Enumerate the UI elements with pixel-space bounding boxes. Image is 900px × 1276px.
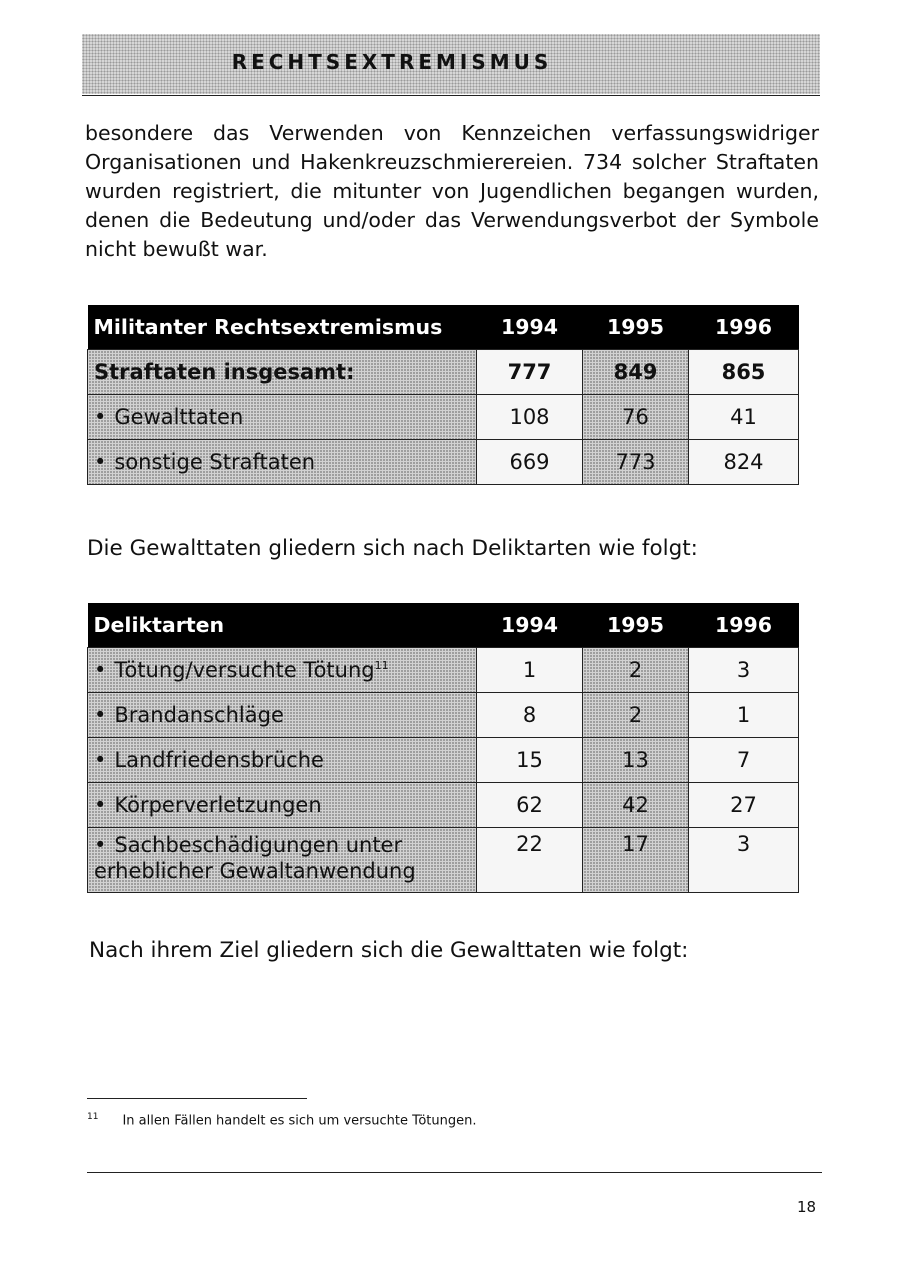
cell-value: 76 (583, 395, 689, 440)
cell-value: 13 (583, 738, 689, 783)
cell-value: 8 (477, 693, 583, 738)
cell-value: 22 (477, 828, 583, 893)
cell-value: 824 (689, 440, 799, 485)
cell-value: 27 (689, 783, 799, 828)
footnote-text: In allen Fällen handelt es sich um versuchte Tötungen. (122, 1113, 477, 1129)
table-header-cell: 1996 (689, 603, 799, 648)
table-header-row (88, 305, 799, 350)
bullet-glyph: • (94, 833, 107, 857)
cell-value: 865 (689, 350, 799, 395)
cell-value: 108 (477, 395, 583, 440)
cell-value: 2 (583, 693, 689, 738)
bullet-glyph: • (94, 793, 107, 817)
cell-value: 777 (477, 350, 583, 395)
page-number: 18 (797, 1198, 817, 1216)
cell-value: 7 (689, 738, 799, 783)
row-label (88, 783, 477, 828)
table-row (88, 693, 799, 738)
row-label-text: Körperverletzungen (114, 793, 322, 817)
table-deliktarten (87, 603, 799, 893)
cell-value: 3 (689, 648, 799, 693)
table-row (88, 648, 799, 693)
bullet-glyph: • (94, 748, 107, 772)
table-row (88, 395, 799, 440)
footnote-ref: 11 (374, 659, 389, 672)
row-label (88, 395, 477, 440)
row-label-text: sonstige Straftaten (114, 450, 316, 474)
table-row (88, 783, 799, 828)
cell-value: 62 (477, 783, 583, 828)
cell-value: 42 (583, 783, 689, 828)
table-row (88, 828, 799, 893)
row-label-text: Brandanschläge (114, 703, 284, 727)
bullet-glyph: • (94, 405, 107, 429)
cell-value: 849 (583, 350, 689, 395)
intro-paragraph: besondere das Verwenden von Kennzeichen verfassungswidriger Organisationen und Hakenkreuzschmierereien. 734 solcher Straftaten wurden registriert, die mitunter von Jugendlichen begangen wurden, denen die Bedeutung und/oder das Verwendungsverbot der Symbole nicht bewußt war. (85, 121, 819, 261)
table-header-cell: 1994 (477, 603, 583, 648)
cell-value: 41 (689, 395, 799, 440)
table-militanter-rechtsextremismus (87, 305, 799, 485)
bullet-glyph: • (94, 450, 107, 474)
cell-value: 773 (583, 440, 689, 485)
cell-value: 669 (477, 440, 583, 485)
row-label-text: Tötung/versuchte Tötung (114, 658, 375, 682)
row-label-text: Landfriedensbrüche (114, 748, 324, 772)
table-header-row (88, 603, 799, 648)
bullet-glyph: • (94, 658, 107, 682)
cell-value: 15 (477, 738, 583, 783)
row-label (88, 648, 477, 693)
table-header-cell: 1994 (477, 305, 583, 350)
table-row (88, 350, 799, 395)
cell-value: 2 (583, 648, 689, 693)
cell-value: 3 (689, 828, 799, 893)
table-header-cell: Deliktarten (88, 603, 477, 648)
row-label-text: Gewalttaten (114, 405, 244, 429)
table-header-cell: Militanter Rechtsextremismus (88, 305, 477, 350)
page-header-title: RECHTSEXTREMISMUS (231, 50, 553, 74)
row-label (88, 693, 477, 738)
row-label (88, 738, 477, 783)
table-header-cell: 1996 (689, 305, 799, 350)
row-label (88, 828, 477, 893)
table-row (88, 738, 799, 783)
cell-value: 1 (477, 648, 583, 693)
bullet-glyph: • (94, 703, 107, 727)
footnote-rule (87, 1098, 307, 1099)
footnote-mark: 11 (87, 1112, 99, 1122)
row-label (88, 440, 477, 485)
table-row (88, 440, 799, 485)
header-rule (82, 95, 820, 96)
sentence-ziel: Nach ihrem Ziel gliedern sich die Gewalttaten wie folgt: (89, 938, 689, 963)
table-header-cell: 1995 (583, 603, 689, 648)
footnote (87, 1112, 477, 1128)
row-label: Straftaten insgesamt: (88, 350, 477, 395)
sentence-deliktarten: Die Gewalttaten gliedern sich nach Deliktarten wie folgt: (87, 536, 698, 561)
cell-value: 1 (689, 693, 799, 738)
cell-value: 17 (583, 828, 689, 893)
table-header-cell: 1995 (583, 305, 689, 350)
row-label-text: Sachbeschädigungen unter erheblicher Gewaltanwendung (94, 833, 416, 883)
footer-rule (87, 1172, 822, 1173)
